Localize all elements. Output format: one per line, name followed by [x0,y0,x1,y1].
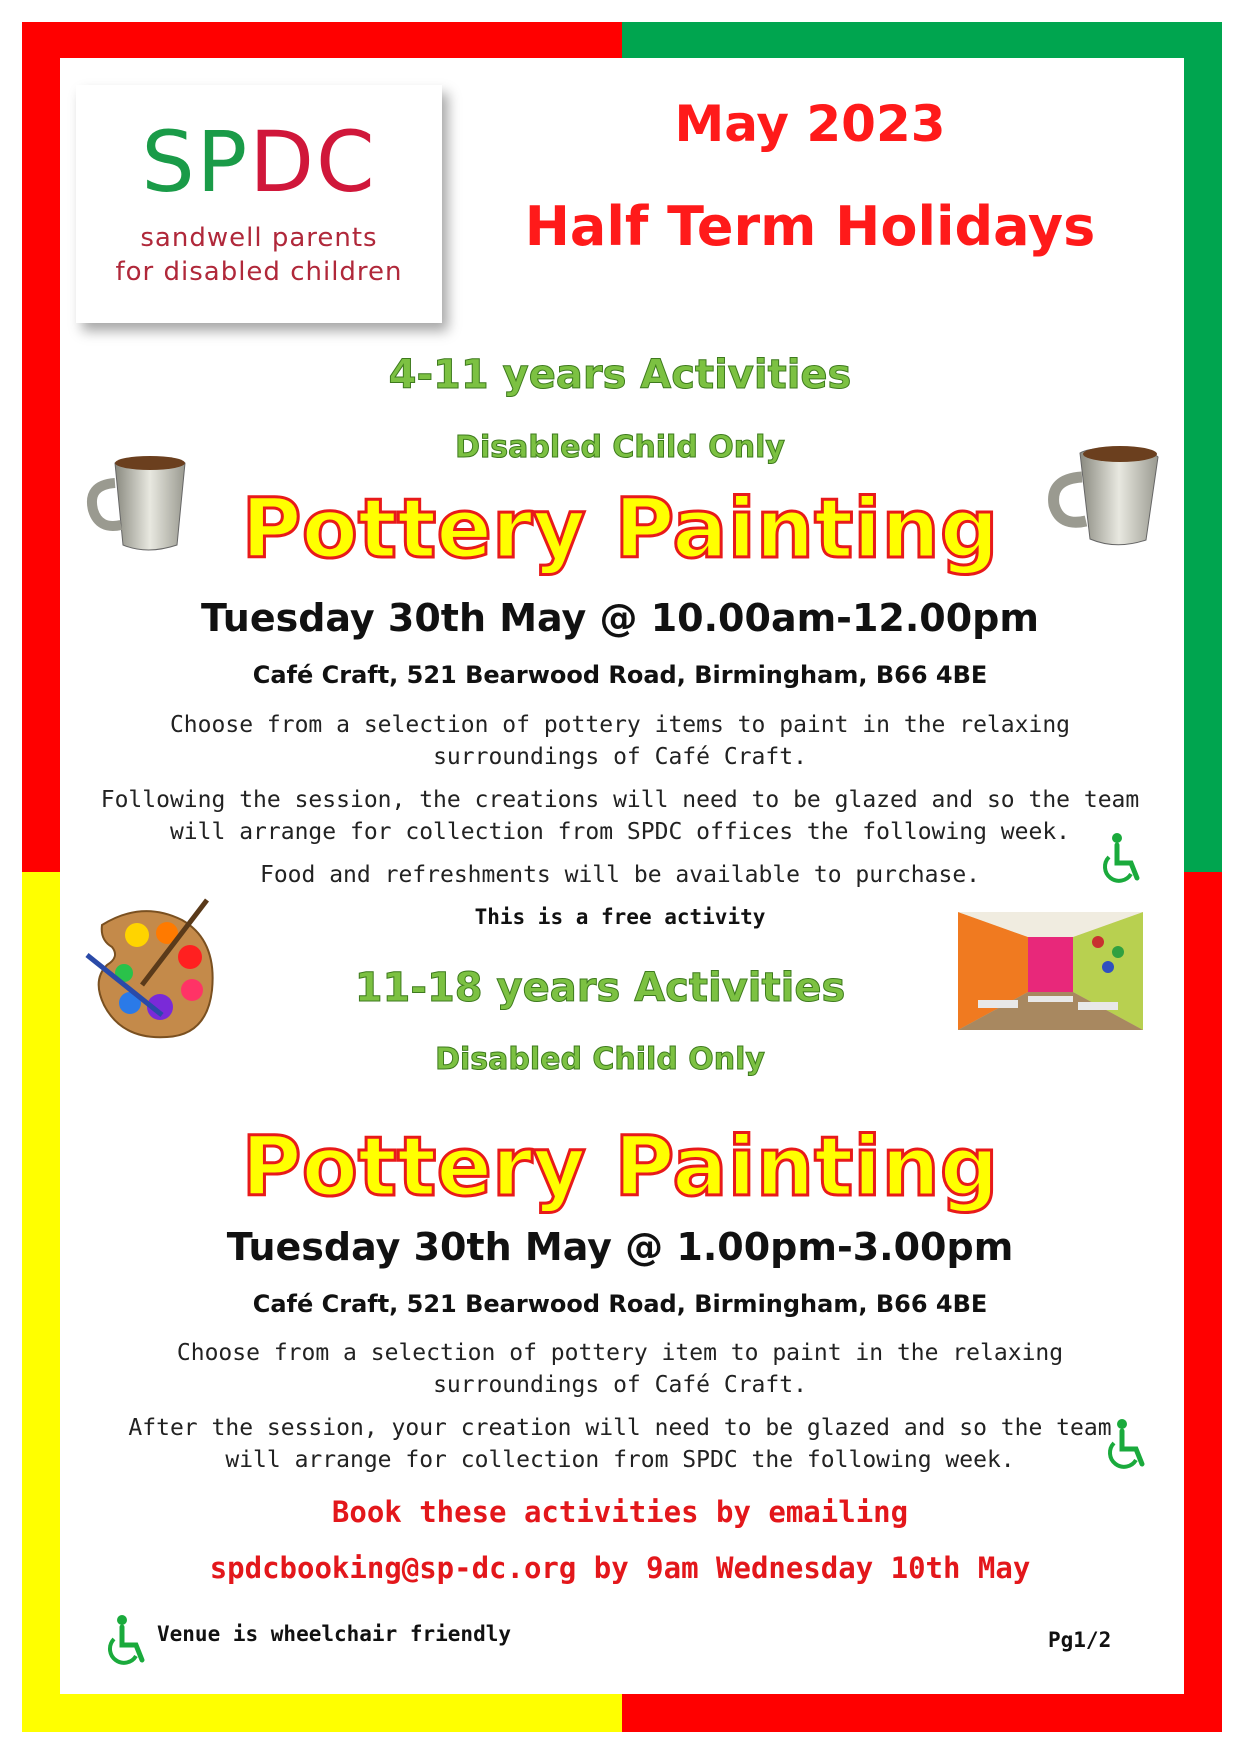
activity-title-2: Pottery Painting [241,1120,999,1215]
description-2b-line1: After the session, your creation will need to be glazed and so the team [128,1415,1112,1441]
datetime-1: Tuesday 30th May @ 10.00am-12.00pm [201,596,1039,640]
description-2a-line2: surroundings of Café Craft. [433,1372,807,1398]
venue-2: Café Craft, 521 Bearwood Road, Birmingham, B66 4BE [252,1290,988,1318]
logo-line2: for disabled children [115,257,403,287]
wheelchair-icon [100,1614,152,1670]
description-1a-line2: surroundings of Café Craft. [433,744,807,770]
age-heading-2: 11-18 years Activities [354,965,846,1011]
wheelchair-icon [1095,832,1147,888]
description-2a [80,1337,1160,1401]
description-1a [80,709,1160,773]
description-2b [80,1412,1160,1476]
description-1b [80,784,1160,848]
cafe-interior-photo [958,912,1143,1030]
description-2b-line2: will arrange for collection from SPDC the following week. [225,1447,1015,1473]
description-1b-line1: Following the session, the creations will need to be glazed and so the team [100,787,1140,813]
description-1c: Food and refreshments will be available to purchase. [259,862,981,888]
page-number: Pg1/2 [1048,1628,1112,1652]
palette-icon [82,895,222,1045]
free-note: This is a free activity [474,905,766,929]
booking-deadline: by 9am Wednesday 10th May [576,1551,1031,1585]
wheelchair-note: Venue is wheelchair friendly [157,1622,512,1646]
eligibility-1: Disabled Child Only [455,430,785,465]
booking-email-line [80,1551,1160,1585]
booking-email-link[interactable]: spdcbooking@sp-dc.org [209,1551,577,1585]
logo-line1: sandwell parents [140,223,378,253]
eligibility-2: Disabled Child Only [435,1042,765,1077]
description-1b-line2: will arrange for collection from SPDC offices the following week. [169,819,1071,845]
description-1a-line1: Choose from a selection of pottery items to paint in the relaxing [169,712,1071,738]
booking-line: Book these activities by emailing [331,1495,909,1529]
wheelchair-icon [1100,1418,1152,1474]
logo-letters: SPDC [141,113,377,211]
venue-1: Café Craft, 521 Bearwood Road, Birmingham, B66 4BE [252,661,988,689]
spdc-logo [76,85,442,323]
header-title: Half Term Holidays [524,195,1096,258]
datetime-2: Tuesday 30th May @ 1.00pm-3.00pm [226,1225,1014,1269]
description-2a-line1: Choose from a selection of pottery item to paint in the relaxing [176,1340,1064,1366]
activity-title-1: Pottery Painting [241,482,999,577]
header-month: May 2023 [674,95,946,153]
age-heading-1: 4-11 years Activities [388,352,852,398]
